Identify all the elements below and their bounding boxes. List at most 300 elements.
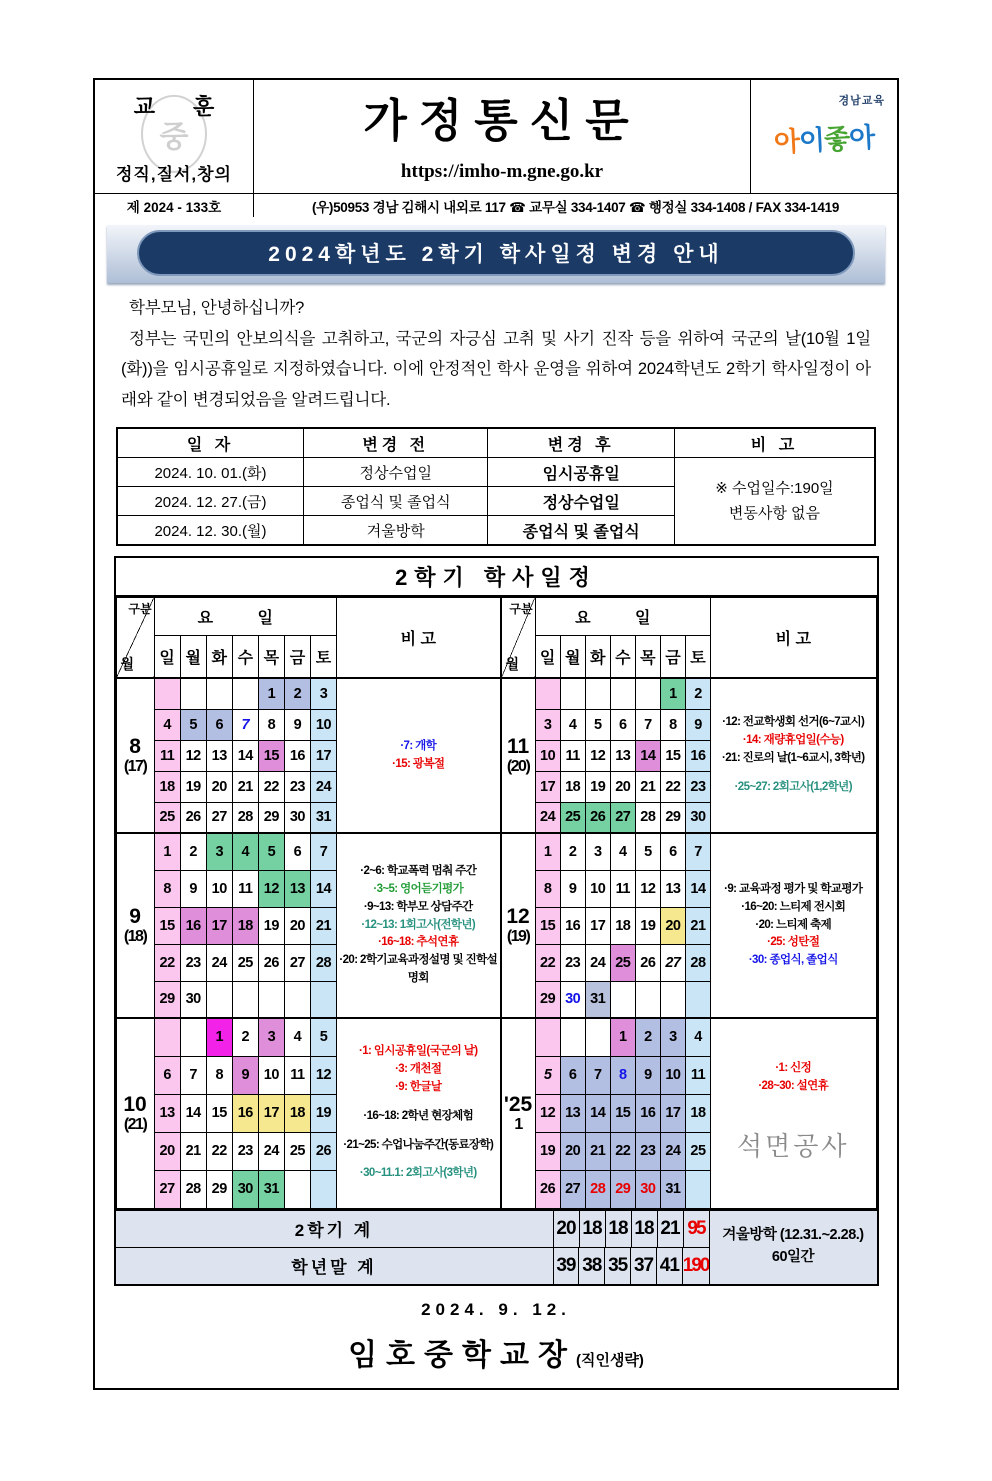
calendar-day-cell: 24 xyxy=(585,944,610,981)
calendar-day-cell: 21 xyxy=(585,1132,610,1170)
calendar-day-cell xyxy=(180,678,206,709)
summary-total: 95 xyxy=(683,1211,709,1247)
calendar-day-cell: 11 xyxy=(560,740,585,771)
day-name-header: 월 xyxy=(560,636,585,679)
calendar-day-cell: 30 xyxy=(284,802,310,833)
calendar-day-cell: 8 xyxy=(154,870,180,907)
calendar-day-cell: 20 xyxy=(284,907,310,944)
schedule-change-table xyxy=(116,427,876,546)
calendar-day-cell: 4 xyxy=(284,1018,310,1056)
calendar-day-cell: 28 xyxy=(232,802,258,833)
calendar-day-cell: 19 xyxy=(535,1132,560,1170)
calendar-day-cell: 9 xyxy=(635,1056,660,1094)
calendar-day-cell: 19 xyxy=(635,907,660,944)
day-name-header: 화 xyxy=(206,636,232,679)
calendar-day-cell: 26 xyxy=(258,944,284,981)
calendar-day-cell: 29 xyxy=(206,1170,232,1208)
calendar-note: ·21: 진로의 날(1~6교시, 3학년) xyxy=(722,752,865,765)
summary-count: 35 xyxy=(604,1248,630,1284)
calendar-day-cell: 13 xyxy=(610,740,635,771)
calendar-day-cell: 27 xyxy=(206,802,232,833)
calendar-day-cell: 29 xyxy=(660,802,685,833)
calendar-corner-cell xyxy=(116,598,154,679)
calendar-day-cell: 6 xyxy=(284,833,310,870)
calendar-day-cell: 31 xyxy=(258,1170,284,1208)
calendar-day-cell: 22 xyxy=(610,1132,635,1170)
school-url: https://imho-m.gne.go.kr xyxy=(400,161,604,182)
calendar-day-cell: 25 xyxy=(685,1132,710,1170)
calendar-day-cell: 11 xyxy=(154,740,180,771)
calendar-day-cell: 24 xyxy=(535,802,560,833)
calendar-day-cell: 26 xyxy=(585,802,610,833)
calendar-day-cell xyxy=(585,1018,610,1056)
greeting-paragraph: 정부는 국민의 안보의식을 고취하고, 국군의 자긍심 고취 및 사기 진작 등을 위하여 국군의 날(10월 1일(화))을 임시공휴일로 지정하였습니다. 이에 안정적인 학사 운영을 위하여 2024학년도 2학기 학사일정이 아래와 같이 변경되었음을 알려드립니다. xyxy=(121,329,871,409)
calendar-day-cell: 4 xyxy=(560,709,585,740)
calendar-note: ·20: 2학기교육과정설명 및 진학설명회 xyxy=(339,954,498,985)
greeting-line1: 학부모님, 안녕하십니까? xyxy=(129,299,305,317)
calendar-day-cell: 31 xyxy=(585,981,610,1018)
day-name-header: 금 xyxy=(284,636,310,679)
calendar-note: ·25: 성탄절 xyxy=(767,936,820,949)
calendar-day-cell: 15 xyxy=(660,740,685,771)
calendar-note: ·3~5: 영어듣기평가 xyxy=(373,883,464,896)
calendar-day-cell: 14 xyxy=(685,870,710,907)
calendar-day-cell: 5 xyxy=(258,833,284,870)
newsletter-title: 가정통신문 xyxy=(363,95,641,146)
calendar-day-cell: 15 xyxy=(610,1094,635,1132)
calendar-note: ·28~30: 설연휴 xyxy=(758,1080,829,1093)
calendar-day-cell xyxy=(258,981,284,1018)
calendar-day-cell: 19 xyxy=(180,771,206,802)
calendar-day-cell: 10 xyxy=(310,709,336,740)
logo-char: 좋 xyxy=(823,123,850,155)
calendar-note: ·7: 개학 xyxy=(400,739,437,752)
calendar-day-cell: 4 xyxy=(232,833,258,870)
calendar-day-cell xyxy=(610,981,635,1018)
month-label: 12 (19) xyxy=(501,833,535,1018)
calendar-day-cell: 7 xyxy=(180,1056,206,1094)
calendar-day-cell: 1 xyxy=(154,833,180,870)
calendar-day-cell: 28 xyxy=(685,944,710,981)
masthead xyxy=(254,80,751,193)
principal-name: 임호중학교장 xyxy=(348,1338,576,1372)
calendar-day-cell: 12 xyxy=(635,870,660,907)
calendar-day-cell: 29 xyxy=(154,981,180,1018)
calendar-day-cell: 17 xyxy=(585,907,610,944)
calendar-day-cell: 7 xyxy=(635,709,660,740)
calendar-day-cell: 8 xyxy=(610,1056,635,1094)
calendar-day-cell: 1 xyxy=(535,833,560,870)
calendar-day-cell: 3 xyxy=(535,709,560,740)
after-value: 종업식 및 졸업식 xyxy=(488,516,674,546)
document-info-row xyxy=(95,194,897,217)
calendar-day-cell: 18 xyxy=(685,1094,710,1132)
calendar-day-cell: 3 xyxy=(206,833,232,870)
calendar-day-cell xyxy=(206,981,232,1018)
day-name-header: 일 xyxy=(535,636,560,679)
calendar-day-cell: 17 xyxy=(206,907,232,944)
calendar-day-cell xyxy=(660,981,685,1018)
calendar-day-cell xyxy=(284,981,310,1018)
calendar-day-cell: 22 xyxy=(258,771,284,802)
document-number: 제 2024 - 133호 xyxy=(95,194,254,217)
calendar-day-cell: 26 xyxy=(310,1132,336,1170)
calendar-day-cell: 16 xyxy=(232,1094,258,1132)
day-group-header: 요 일 xyxy=(154,598,336,636)
calendar-day-cell: 30 xyxy=(685,802,710,833)
calendar-day-cell: 17 xyxy=(535,771,560,802)
calendar-day-cell: 11 xyxy=(685,1056,710,1094)
vacation-line1: 겨울방학 (12.31.~2.28.) xyxy=(722,1227,864,1244)
calendar-day-cell: 10 xyxy=(660,1056,685,1094)
logo-char: 아 xyxy=(848,122,876,154)
calendar-day-cell: 23 xyxy=(284,771,310,802)
logo-box xyxy=(751,80,897,193)
calendar-day-cell: 12 xyxy=(180,740,206,771)
calendar-day-cell: 12 xyxy=(585,740,610,771)
calendar-day-cell: 1 xyxy=(660,678,685,709)
motto-box xyxy=(95,80,254,193)
calendar-day-cell: 2 xyxy=(232,1018,258,1056)
footer xyxy=(95,1300,897,1374)
notes-header: 비 고 xyxy=(337,598,500,679)
month-notes xyxy=(711,833,876,1018)
calendar-day-cell: 9 xyxy=(284,709,310,740)
calendar-day-cell: 28 xyxy=(635,802,660,833)
calendar-note: ·21~25: 수업나눔주간(동료장학) xyxy=(343,1138,494,1151)
calendar-day-cell: 5 xyxy=(535,1056,560,1094)
newsletter-document xyxy=(93,78,899,1390)
calendar-day-cell: 26 xyxy=(535,1170,560,1208)
calendar-day-cell: 20 xyxy=(560,1132,585,1170)
calendar-day-cell: 14 xyxy=(310,870,336,907)
calendar-day-cell: 7 xyxy=(585,1056,610,1094)
remark-line1: ※ 수업일수:190일 xyxy=(715,479,834,497)
calendar-day-cell: 11 xyxy=(232,870,258,907)
calendar-day-cell: 25 xyxy=(610,944,635,981)
calendar-day-cell: 17 xyxy=(310,740,336,771)
calendar-day-cell: 10 xyxy=(535,740,560,771)
calendar-day-cell xyxy=(685,981,710,1018)
calendar-day-cell: 20 xyxy=(154,1132,180,1170)
month-label: 10 (21) xyxy=(116,1018,154,1208)
calendar-note: ·25~27: 2회고사(1,2학년) xyxy=(734,780,852,793)
calendar-day-cell xyxy=(180,1018,206,1056)
calendar-note: ·16~18: 추석연휴 xyxy=(378,936,459,949)
calendar-day-cell: 12 xyxy=(310,1056,336,1094)
calendar-day-cell: 12 xyxy=(535,1094,560,1132)
calendar-day-cell: 16 xyxy=(180,907,206,944)
day-name-header: 수 xyxy=(232,636,258,679)
calendar-day-cell xyxy=(535,1018,560,1056)
calendar-day-cell: 4 xyxy=(610,833,635,870)
logo-char: 아 xyxy=(773,126,800,158)
calendar-day-cell: 13 xyxy=(560,1094,585,1132)
calendar-note: ·2~6: 학교폭력 멈춰 주간 xyxy=(360,865,477,878)
day-name-header: 금 xyxy=(660,636,685,679)
calendar-day-cell xyxy=(154,1018,180,1056)
calendar-day-cell: 1 xyxy=(206,1018,232,1056)
calendar-day-cell: 30 xyxy=(635,1170,660,1208)
calendar-day-cell: 17 xyxy=(660,1094,685,1132)
motto-values: 정직,질서,창의 xyxy=(116,165,232,184)
corner-month-label: 월 xyxy=(505,656,520,673)
month-notes xyxy=(337,833,500,1018)
calendar-day-cell: 14 xyxy=(635,740,660,771)
calendar-day-cell: 11 xyxy=(610,870,635,907)
month-label: 8 (17) xyxy=(116,678,154,833)
calendar-day-cell: 10 xyxy=(585,870,610,907)
calendar-day-cell: 29 xyxy=(258,802,284,833)
calendar-day-cell: 27 xyxy=(660,944,685,981)
motto-label: 교 훈 xyxy=(133,94,231,119)
summary-count: 38 xyxy=(578,1248,604,1284)
summary-label: 학년말 계 xyxy=(291,1258,377,1278)
day-name-header: 토 xyxy=(685,636,710,679)
calendar-day-cell: 16 xyxy=(560,907,585,944)
calendar-day-cell: 12 xyxy=(258,870,284,907)
winter-vacation-note xyxy=(709,1211,877,1284)
calendar-day-cell: 23 xyxy=(635,1132,660,1170)
calendar-day-cell: 5 xyxy=(310,1018,336,1056)
calendar-day-cell: 18 xyxy=(284,1094,310,1132)
calendar-day-cell: 8 xyxy=(206,1056,232,1094)
calendar-day-cell: 9 xyxy=(685,709,710,740)
calendar-note: ·9: 한글날 xyxy=(395,1081,442,1093)
calendar-day-cell xyxy=(310,1170,336,1208)
calendar-grid xyxy=(116,597,501,1209)
calendar-day-cell xyxy=(154,678,180,709)
calendar-note: ·20: 느티제 축제 xyxy=(755,918,832,931)
calendar-day-cell: 21 xyxy=(180,1132,206,1170)
calendar-day-cell: 24 xyxy=(206,944,232,981)
calendar-day-cell: 30 xyxy=(232,1170,258,1208)
month-label: '25 1 xyxy=(501,1018,535,1208)
calendar-day-cell: 3 xyxy=(310,678,336,709)
before-value: 겨울방학 xyxy=(303,516,487,546)
calendar-day-cell: 2 xyxy=(560,833,585,870)
school-address: (우)50953 경남 김해시 내외로 117 ☎ 교무실 334-1407 ☎ 행정실 334-1408 / FAX 334-1419 xyxy=(311,199,840,215)
calendar-day-cell: 28 xyxy=(180,1170,206,1208)
calendar-day-cell: 13 xyxy=(154,1094,180,1132)
col-header-after: 변경 후 xyxy=(488,428,674,458)
after-value: 임시공휴일 xyxy=(488,458,674,487)
calendar-day-cell: 16 xyxy=(635,1094,660,1132)
calendar-day-cell: 22 xyxy=(660,771,685,802)
calendar-day-cell: 1 xyxy=(610,1018,635,1056)
logo-region-label: 경남교육 xyxy=(838,95,885,107)
calendar-day-cell: 14 xyxy=(180,1094,206,1132)
calendar-note: ·30~11.1: 2회고사(3학년) xyxy=(359,1167,477,1180)
calendar-day-cell: 26 xyxy=(635,944,660,981)
calendar-day-cell: 10 xyxy=(258,1056,284,1094)
month-label: 9 (18) xyxy=(116,833,154,1018)
calendar-note: ·1: 임시공휴일(국군의 날) xyxy=(359,1045,478,1058)
summary-row-yearend xyxy=(116,1247,709,1284)
calendar-day-cell: 2 xyxy=(180,833,206,870)
calendar-day-cell: 24 xyxy=(310,771,336,802)
principal-signature xyxy=(95,1330,897,1374)
calendar-day-cell: 5 xyxy=(635,833,660,870)
calendar-day-cell: 8 xyxy=(660,709,685,740)
calendar-day-cell xyxy=(560,678,585,709)
calendar-day-cell: 22 xyxy=(535,944,560,981)
calendar-day-cell: 15 xyxy=(206,1094,232,1132)
calendar-day-cell: 3 xyxy=(258,1018,284,1056)
summary-count: 18 xyxy=(579,1211,605,1247)
calendar-day-cell xyxy=(560,1018,585,1056)
calendar-day-cell: 18 xyxy=(232,907,258,944)
after-value: 정상수업일 xyxy=(488,487,674,516)
calendar-day-cell xyxy=(610,678,635,709)
calendar-note: ·16~18: 2학년 현장체험 xyxy=(363,1109,474,1122)
logo-char: 이 xyxy=(798,125,825,157)
summary-label: 2학기 계 xyxy=(294,1221,374,1241)
calendar-day-cell: 25 xyxy=(284,1132,310,1170)
calendar-day-cell: 27 xyxy=(154,1170,180,1208)
calendar-day-cell: 27 xyxy=(610,802,635,833)
calendar-day-cell: 5 xyxy=(585,709,610,740)
calendar-day-cell: 16 xyxy=(685,740,710,771)
calendar-note: ·14: 재량휴업일(수능) xyxy=(742,734,844,747)
day-name-header: 목 xyxy=(635,636,660,679)
calendar-day-cell: 15 xyxy=(258,740,284,771)
col-header-before: 변경 전 xyxy=(303,428,487,458)
calendar-day-cell: 23 xyxy=(560,944,585,981)
issue-date: 2024. 9. 12. xyxy=(421,1299,571,1319)
greeting-text xyxy=(121,293,871,415)
summary-count: 20 xyxy=(553,1211,579,1247)
before-value: 종업식 및 졸업식 xyxy=(303,487,487,516)
day-name-header: 토 xyxy=(310,636,336,679)
calendar-day-cell: 29 xyxy=(535,981,560,1018)
calendar-day-cell xyxy=(535,678,560,709)
calendar-day-cell: 2 xyxy=(284,678,310,709)
calendar-day-cell: 4 xyxy=(685,1018,710,1056)
calendar-day-cell: 16 xyxy=(284,740,310,771)
calendar-day-cell: 9 xyxy=(180,870,206,907)
calendar-day-cell: 6 xyxy=(660,833,685,870)
calendar-day-cell: 21 xyxy=(635,771,660,802)
calendar-day-cell: 30 xyxy=(560,981,585,1018)
calendar-day-cell: 14 xyxy=(585,1094,610,1132)
day-name-header: 월 xyxy=(180,636,206,679)
calendar-note: ·15: 광복절 xyxy=(392,757,445,770)
calendar-day-cell: 23 xyxy=(685,771,710,802)
calendar-day-cell xyxy=(635,981,660,1018)
calendar-day-cell xyxy=(206,678,232,709)
calendar-day-cell: 9 xyxy=(560,870,585,907)
calendar-note: ·1: 신정 xyxy=(775,1062,812,1075)
day-name-header: 일 xyxy=(154,636,180,679)
day-group-header: 요 일 xyxy=(535,598,710,636)
calendar-day-cell: 18 xyxy=(610,907,635,944)
before-value: 정상수업일 xyxy=(303,458,487,487)
calendar-day-cell xyxy=(232,981,258,1018)
calendar-day-cell: 6 xyxy=(560,1056,585,1094)
day-name-header: 수 xyxy=(610,636,635,679)
calendar-day-cell: 20 xyxy=(610,771,635,802)
month-label: 11 (20) xyxy=(501,678,535,833)
calendar-day-cell: 22 xyxy=(154,944,180,981)
calendar-day-cell: 23 xyxy=(232,1132,258,1170)
month-notes xyxy=(337,678,500,833)
calendar-note: ·30: 종업식, 졸업식 xyxy=(748,954,838,967)
summary-count: 41 xyxy=(656,1248,682,1284)
calendar-day-cell: 5 xyxy=(180,709,206,740)
calendar-day-cell: 21 xyxy=(310,907,336,944)
calendar-day-cell: 7 xyxy=(232,709,258,740)
month-notes xyxy=(711,678,876,833)
calendar-day-cell: 19 xyxy=(258,907,284,944)
calendar-day-cell: 2 xyxy=(685,678,710,709)
calendar-day-cell: 24 xyxy=(258,1132,284,1170)
summary-count: 39 xyxy=(553,1248,579,1284)
change-date: 2024. 12. 27.(금) xyxy=(117,487,303,516)
calendar-day-cell xyxy=(585,678,610,709)
summary-count: 21 xyxy=(657,1211,683,1247)
calendar-note: ·9: 교육과정 평가 및 학교평가 xyxy=(724,883,863,896)
calendar-day-cell: 3 xyxy=(585,833,610,870)
summary-count: 37 xyxy=(630,1248,656,1284)
calendar-title: 2학기 학사일정 xyxy=(116,558,877,597)
calendar-day-cell: 7 xyxy=(685,833,710,870)
calendar-grid xyxy=(501,597,877,1209)
calendar-day-cell: 21 xyxy=(685,907,710,944)
construction-note: 석면공사 xyxy=(737,1130,850,1161)
calendar-note: ·9~13: 학부모 상담주간 xyxy=(363,900,473,913)
education-office-logo xyxy=(750,114,898,161)
calendar-day-cell: 26 xyxy=(180,802,206,833)
day-name-header: 목 xyxy=(258,636,284,679)
calendar-day-cell: 8 xyxy=(535,870,560,907)
header xyxy=(95,80,897,194)
calendar-day-cell xyxy=(685,1170,710,1208)
calendar-note: ·12: 전교학생회 선거(6~7교시) xyxy=(722,716,865,729)
semester-calendar xyxy=(114,556,879,1286)
calendar-day-cell: 23 xyxy=(180,944,206,981)
calendar-day-cell xyxy=(232,678,258,709)
calendar-day-cell: 20 xyxy=(660,907,685,944)
calendar-day-cell: 7 xyxy=(310,833,336,870)
summary-count: 18 xyxy=(631,1211,657,1247)
calendar-day-cell: 31 xyxy=(310,802,336,833)
seal-glyph: 중 xyxy=(159,120,189,154)
calendar-day-cell: 30 xyxy=(180,981,206,1018)
calendar-summary xyxy=(116,1209,877,1284)
summary-row-semester xyxy=(116,1211,709,1247)
calendar-day-cell: 25 xyxy=(232,944,258,981)
calendar-day-cell xyxy=(635,678,660,709)
summary-rows xyxy=(116,1211,709,1284)
calendar-day-cell: 14 xyxy=(232,740,258,771)
calendar-day-cell: 27 xyxy=(284,944,310,981)
calendar-body xyxy=(116,597,877,1209)
summary-total: 190 xyxy=(682,1248,709,1284)
calendar-day-cell: 25 xyxy=(154,802,180,833)
calendar-day-cell: 18 xyxy=(560,771,585,802)
calendar-day-cell: 20 xyxy=(206,771,232,802)
calendar-day-cell: 9 xyxy=(232,1056,258,1094)
calendar-day-cell: 25 xyxy=(560,802,585,833)
calendar-day-cell xyxy=(284,1170,310,1208)
calendar-day-cell: 15 xyxy=(535,907,560,944)
calendar-note: ·12~13: 1회고사(전학년) xyxy=(361,918,476,931)
calendar-day-cell: 28 xyxy=(585,1170,610,1208)
col-header-remark: 비 고 xyxy=(674,428,875,458)
col-header-date: 일 자 xyxy=(117,428,303,458)
stamp-omitted-note: (직인생략) xyxy=(575,1351,644,1369)
